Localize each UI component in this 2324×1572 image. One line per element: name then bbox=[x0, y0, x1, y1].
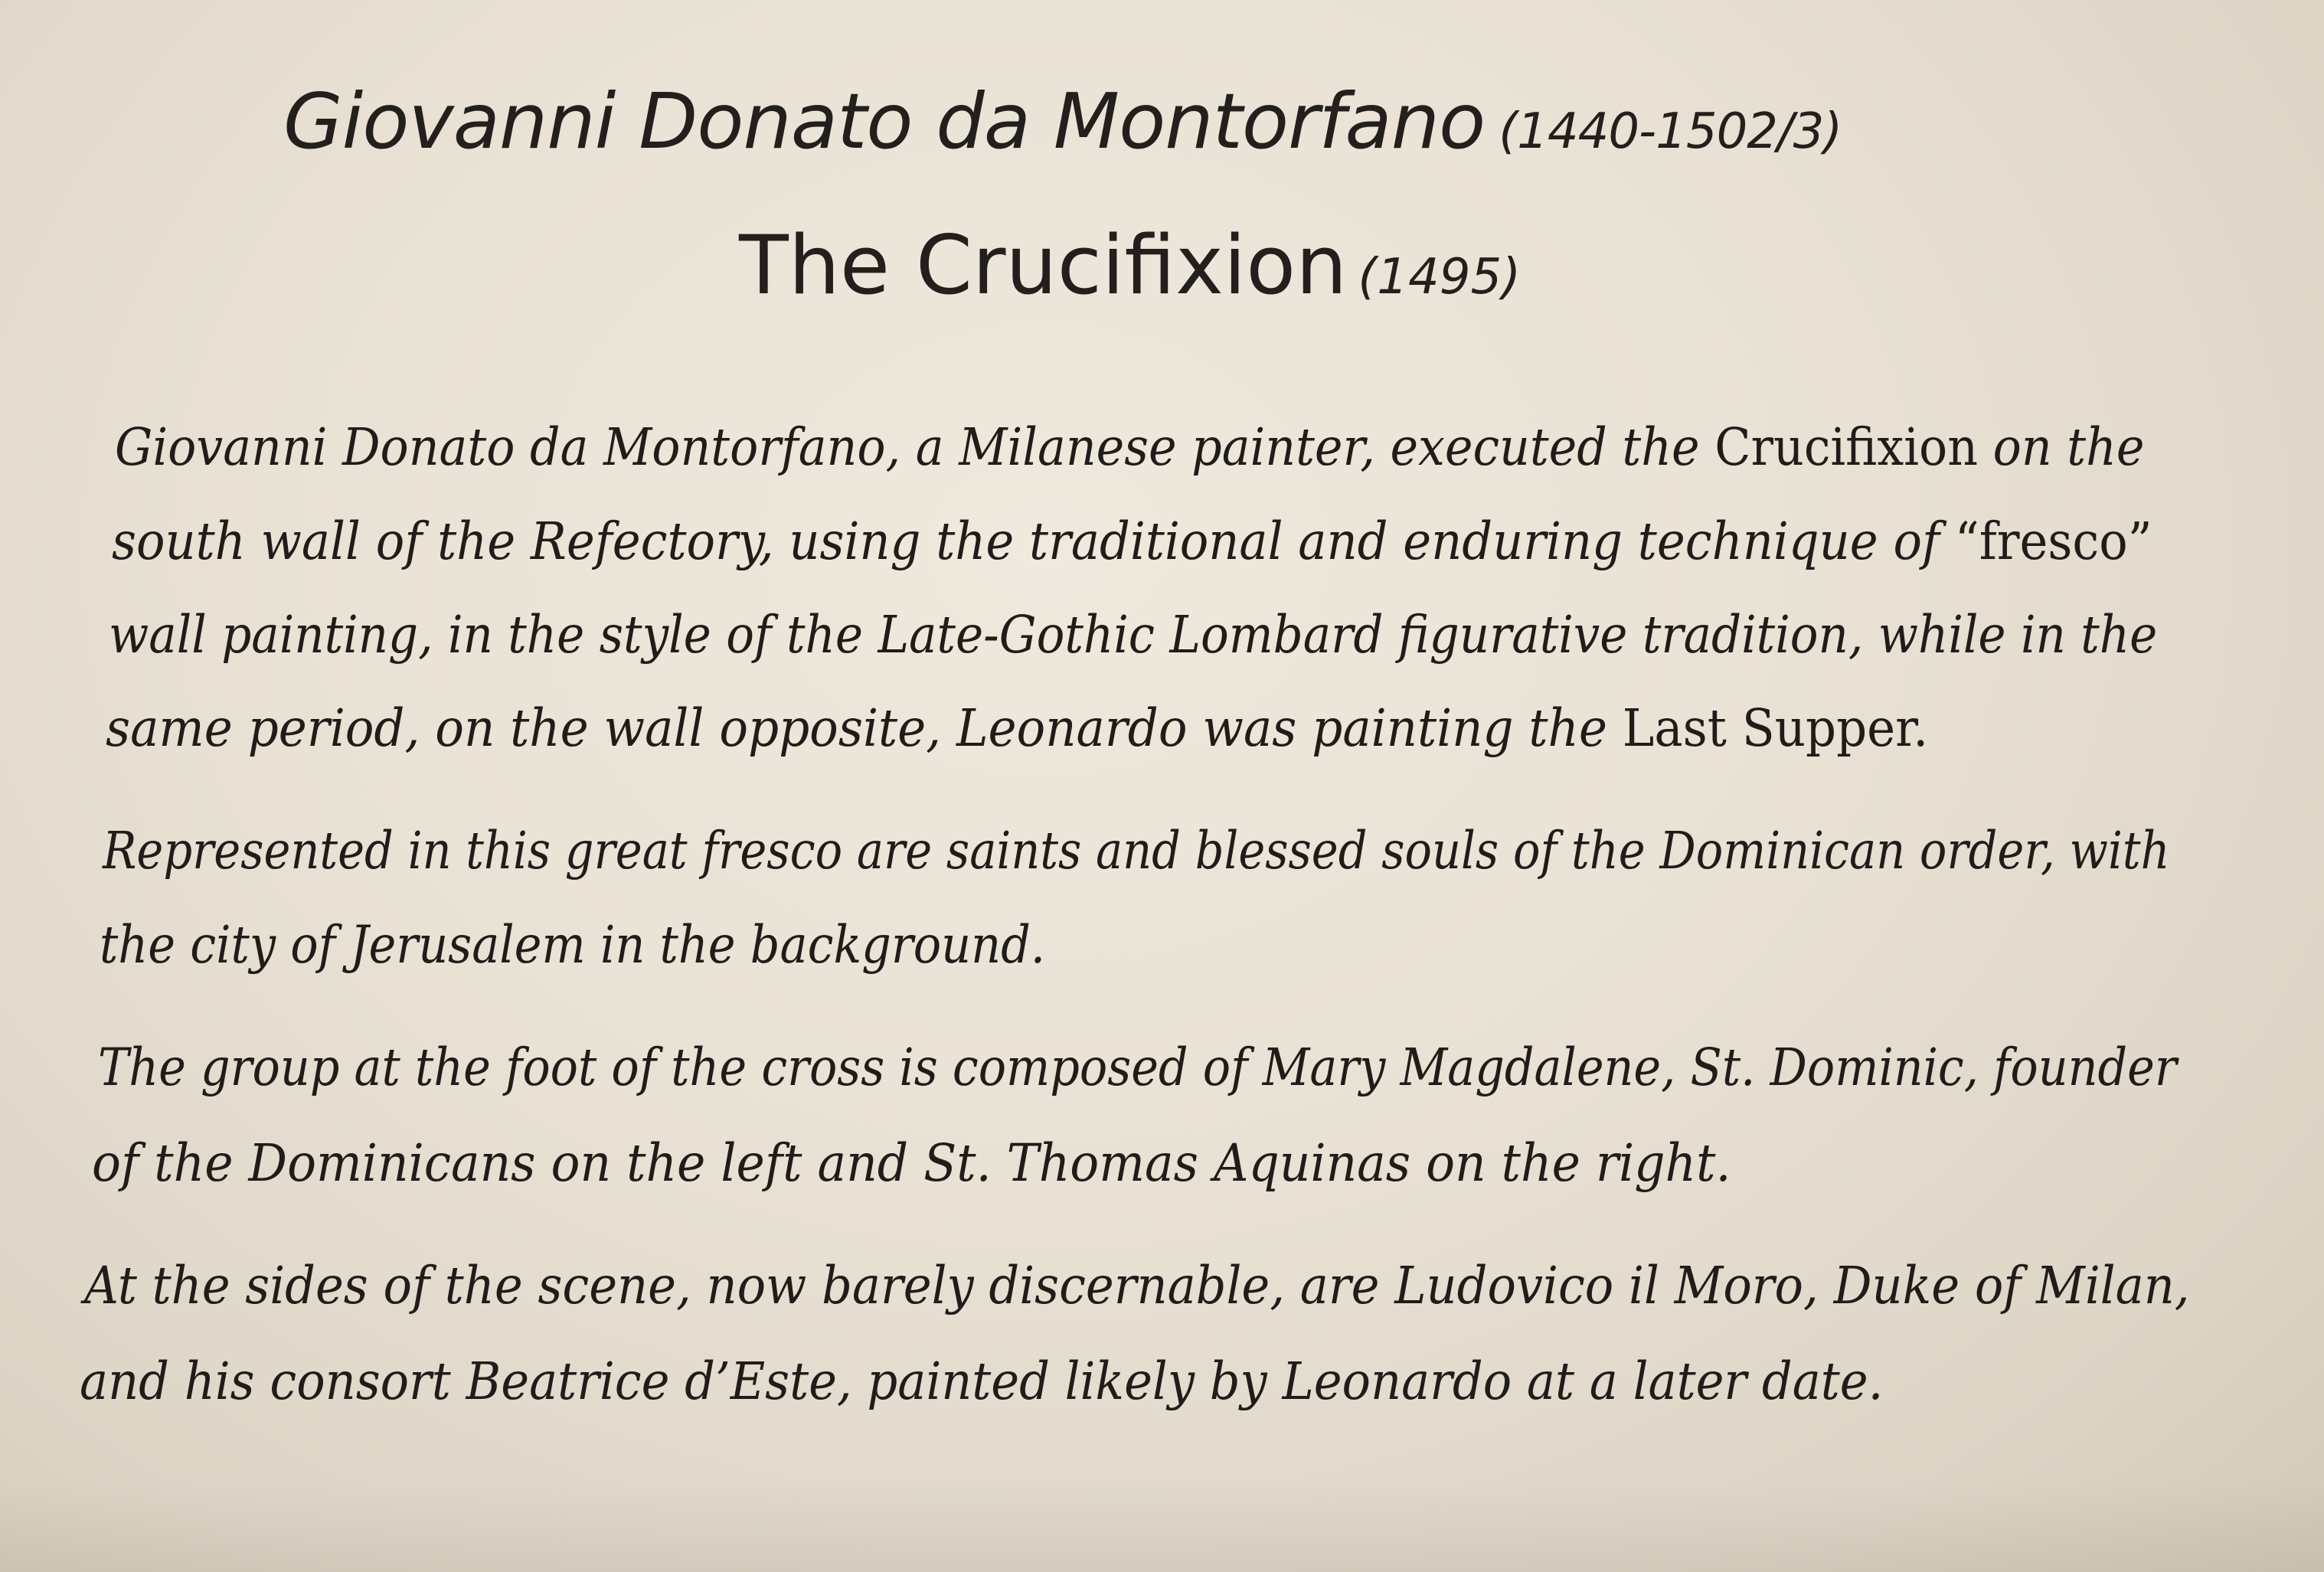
text-segment: same period, on the wall opposite, Leonardo was painting the bbox=[106, 698, 1623, 758]
paragraph-4-line-2: and his consort Beatrice d’Este, painted likely by Leonardo at a later date. bbox=[80, 1351, 1884, 1411]
work-title: The Crucifixion bbox=[739, 218, 1348, 312]
paragraph-2-line-1: Represented in this great fresco are saints and blessed souls of the Dominican order, with bbox=[103, 821, 2170, 881]
paragraph-4-line-1: At the sides of the scene, now barely discernable, are Ludovico il Moro, Duke of Milan, bbox=[84, 1256, 2190, 1315]
paragraph-2-line-2: the city of Jerusalem in the background. bbox=[100, 915, 1046, 975]
work-heading bbox=[739, 218, 1521, 312]
text-segment: Giovanni Donato da Montorfano, a Milanese painter, executed the bbox=[115, 417, 1715, 477]
work-year: (1495) bbox=[1358, 249, 1522, 306]
paragraph-3-line-1: The group at the foot of the cross is composed of Mary Magdalene, St. Dominic, founder bbox=[98, 1038, 2177, 1097]
artist-heading bbox=[283, 77, 1842, 166]
fresco-term: “fresco” bbox=[1954, 511, 2152, 571]
text-segment: south wall of the Refectory, using the traditional and enduring technique of bbox=[112, 511, 1955, 571]
paragraph-3-line-2: of the Dominicans on the left and St. Thomas Aquinas on the right. bbox=[92, 1133, 1731, 1193]
artwork-title-crucifixion: Crucifixion bbox=[1714, 417, 1978, 477]
paragraph-1-line-4 bbox=[106, 698, 1928, 758]
paragraph-1-line-3: wall painting, in the style of the Late-Gothic Lombard figurative tradition, while in the bbox=[109, 605, 2158, 665]
artist-name: Giovanni Donato da Montorfano bbox=[283, 77, 1486, 166]
artwork-title-last-supper: Last Supper. bbox=[1622, 698, 1929, 758]
text-segment: on the bbox=[1977, 417, 2145, 477]
paragraph-1-line-1 bbox=[115, 417, 2144, 477]
paragraph-1-line-2 bbox=[112, 511, 2152, 571]
artist-dates: (1440-1502/3) bbox=[1499, 103, 1842, 160]
bottom-shadow bbox=[0, 1480, 2324, 1572]
